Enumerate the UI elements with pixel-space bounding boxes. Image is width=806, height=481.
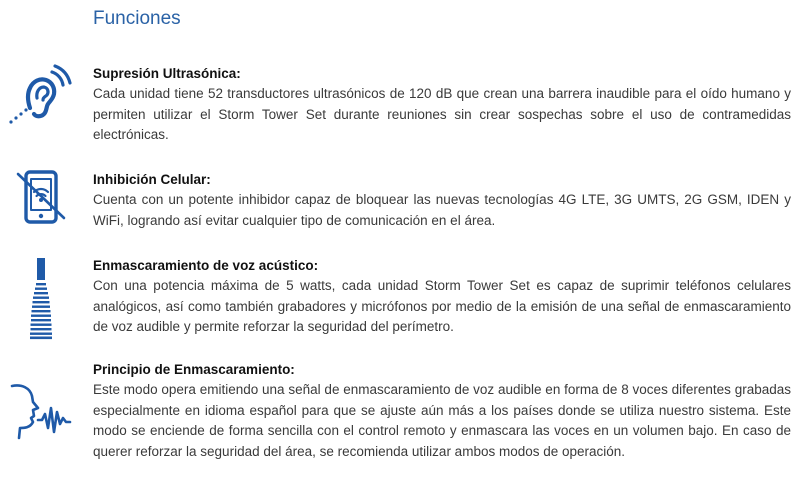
speaker-tower-icon xyxy=(6,256,76,340)
ear-ultrasonic-icon xyxy=(6,64,76,130)
speaking-head-waveform-icon xyxy=(6,378,76,442)
feature-description: Con una potencia máxima de 5 watts, cada unidad Storm Tower Set es capaz de suprimir teléfonos celulares analógicos, así como también grabadores y micrófonos por medio de la emisión de una señal de enmascaramiento de voz audible y permite reforzar la seguridad del perímetro. xyxy=(93,278,791,334)
feature-heading: Enmascaramiento de voz acústico: xyxy=(93,258,319,273)
page-title: Funciones xyxy=(93,8,181,29)
feature-description: Cuenta con un potente inhibidor capaz de bloquear las nuevas tecnologías 4G LTE, 3G UMTS, 2G GSM, IDEN y WiFi, logrando así evitar cualquier tipo de comunicación en el área. xyxy=(93,192,791,228)
feature-heading: Principio de Enmascaramiento: xyxy=(93,362,295,377)
phone-signal-blocked-icon xyxy=(6,170,76,226)
feature-description: Este modo opera emitiendo una señal de enmascaramiento de voz audible en forma de 8 voces diferentes grabadas especialmente en idioma español para que se ajuste aún más a los países donde se utiliza nuestro sistema. Este modo se enciende de forma sencilla con el control remoto y enmascara las voces en un volumen bajo. En caso de querer reforzar la seguridad del área, se recomienda utilizar ambos modos de operación. xyxy=(93,382,791,459)
feature-heading: Inhibición Celular: xyxy=(93,172,211,187)
feature-description: Cada unidad tiene 52 transductores ultrasónicos de 120 dB que crean una barrera inaudible para el oído humano y permiten utilizar el Storm Tower Set durante reuniones sin crear sospechas sobre el uso de contramedidas electrónicas. xyxy=(93,86,791,142)
feature-heading: Supresión Ultrasónica: xyxy=(93,66,241,81)
